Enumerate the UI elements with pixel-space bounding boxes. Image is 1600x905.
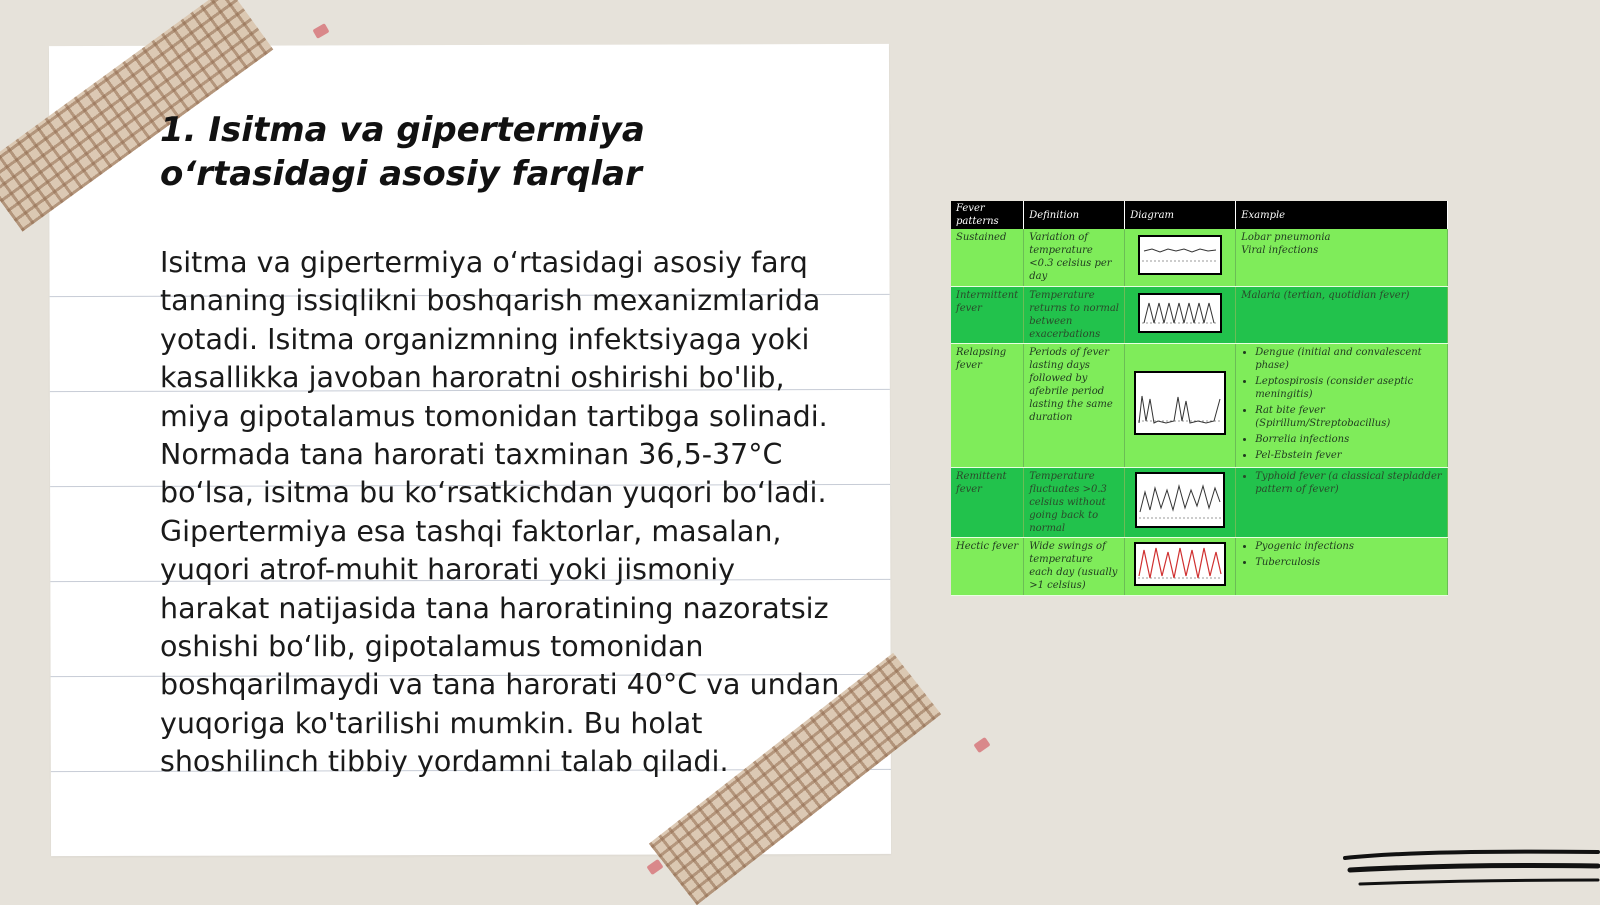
example-item: Malaria (tertian, quotidian fever) (1241, 289, 1410, 301)
diagram-cell (1125, 229, 1236, 286)
example-cell (1236, 229, 1448, 286)
sustained-fever-diagram (1138, 235, 1222, 275)
example-item: • Leptospirosis (consider aseptic meningitis) (1255, 375, 1442, 401)
example-item: • Typhoid fever (a classical stepladder pattern of fever) (1255, 470, 1442, 496)
example-item: • Tuberculosis (1255, 556, 1442, 569)
brush-strokes-decoration (1340, 840, 1600, 900)
example-item: Lobar pneumonia (1241, 232, 1331, 243)
definition-cell: Variation of temperature <0.3 celsius per day (1024, 229, 1125, 286)
table-row-relapsing (951, 343, 1448, 467)
example-item: Viral infections (1241, 245, 1319, 256)
example-list (1241, 470, 1442, 496)
table-header-row (951, 201, 1448, 229)
example-item: • Pyogenic infections (1255, 540, 1442, 553)
definition-cell: Temperature fluctuates >0.3 celsius without going back to normal (1024, 467, 1125, 537)
example-item: • Borrelia infections (1255, 433, 1442, 446)
pattern-cell: Hectic fever (951, 537, 1024, 595)
relapsing-fever-diagram (1134, 371, 1226, 435)
table-row-intermittent (951, 286, 1448, 343)
example-cell (1236, 286, 1448, 343)
example-item: • Pel-Ebstein fever (1255, 449, 1442, 462)
pattern-cell: Relapsing fever (951, 343, 1024, 467)
pattern-cell: Sustained (951, 229, 1024, 286)
table-row-hectic (951, 537, 1448, 595)
header-diagram: Diagram (1125, 201, 1236, 229)
example-cell (1236, 343, 1448, 467)
example-list (1241, 540, 1442, 569)
header-definition: Definition (1024, 201, 1125, 229)
definition-cell: Temperature returns to normal between exacerbations (1024, 286, 1125, 343)
example-item: • Dengue (initial and convalescent phase) (1255, 346, 1442, 372)
pattern-cell: Intermittent fever (951, 286, 1024, 343)
example-cell (1236, 467, 1448, 537)
diagram-cell (1125, 343, 1236, 467)
hectic-fever-diagram (1134, 542, 1226, 586)
tape-tip (312, 23, 329, 39)
example-list (1241, 346, 1442, 462)
tape-tip (973, 737, 990, 753)
definition-cell: Periods of fever lasting days followed by afebrile period lasting the same duration (1024, 343, 1125, 467)
slide-body-text: Isitma va gipertermiya o‘rtasidagi asosiy farq tananing issiqlikni boshqarish mexanizmlarida yotadi. Isitma organizmning infektsiyaga yoki kasallikka javoban haroratni oshirishi bo'lib, miya gipotalamus tomonidan tartibga solinadi. Normada tana harorati taxminan 36,5-37°C bo‘lsa, isitma bu ko‘rsatkichdan yuqori bo‘ladi. Gipertermiya esa tashqi faktorlar, masalan, yuqori atrof-muhit harorati yoki jismoniy harakat natijasida tana haroratining nazoratsiz oshishi bo‘lib, gipotalamus tomonidan boshqarilmaydi va tana harorati 40°C va undan yuqoriga ko'tarilishi mumkin. Bu holat shoshilinch tibbiy yordamni talab qiladi. (160, 246, 840, 779)
header-fever-patterns: Fever patterns (951, 201, 1024, 229)
diagram-cell (1125, 537, 1236, 595)
diagram-cell (1125, 467, 1236, 537)
definition-cell: Wide swings of temperature each day (usually >1 celsius) (1024, 537, 1125, 595)
diagram-cell (1125, 286, 1236, 343)
header-example: Example (1236, 201, 1448, 229)
example-item: • Rat bite fever (Spirillum/Streptobacillus) (1255, 404, 1442, 430)
pattern-cell: Remittent fever (951, 467, 1024, 537)
fever-patterns-table (951, 201, 1448, 596)
intermittent-fever-diagram (1138, 293, 1222, 333)
remittent-fever-diagram (1135, 472, 1225, 528)
table-row-sustained (951, 229, 1448, 286)
example-cell (1236, 537, 1448, 595)
table-row-remittent (951, 467, 1448, 537)
tape-tip (646, 859, 663, 875)
slide-title: 1. Isitma va gipertermiya o‘rtasidagi asosiy farqlar (160, 110, 645, 194)
